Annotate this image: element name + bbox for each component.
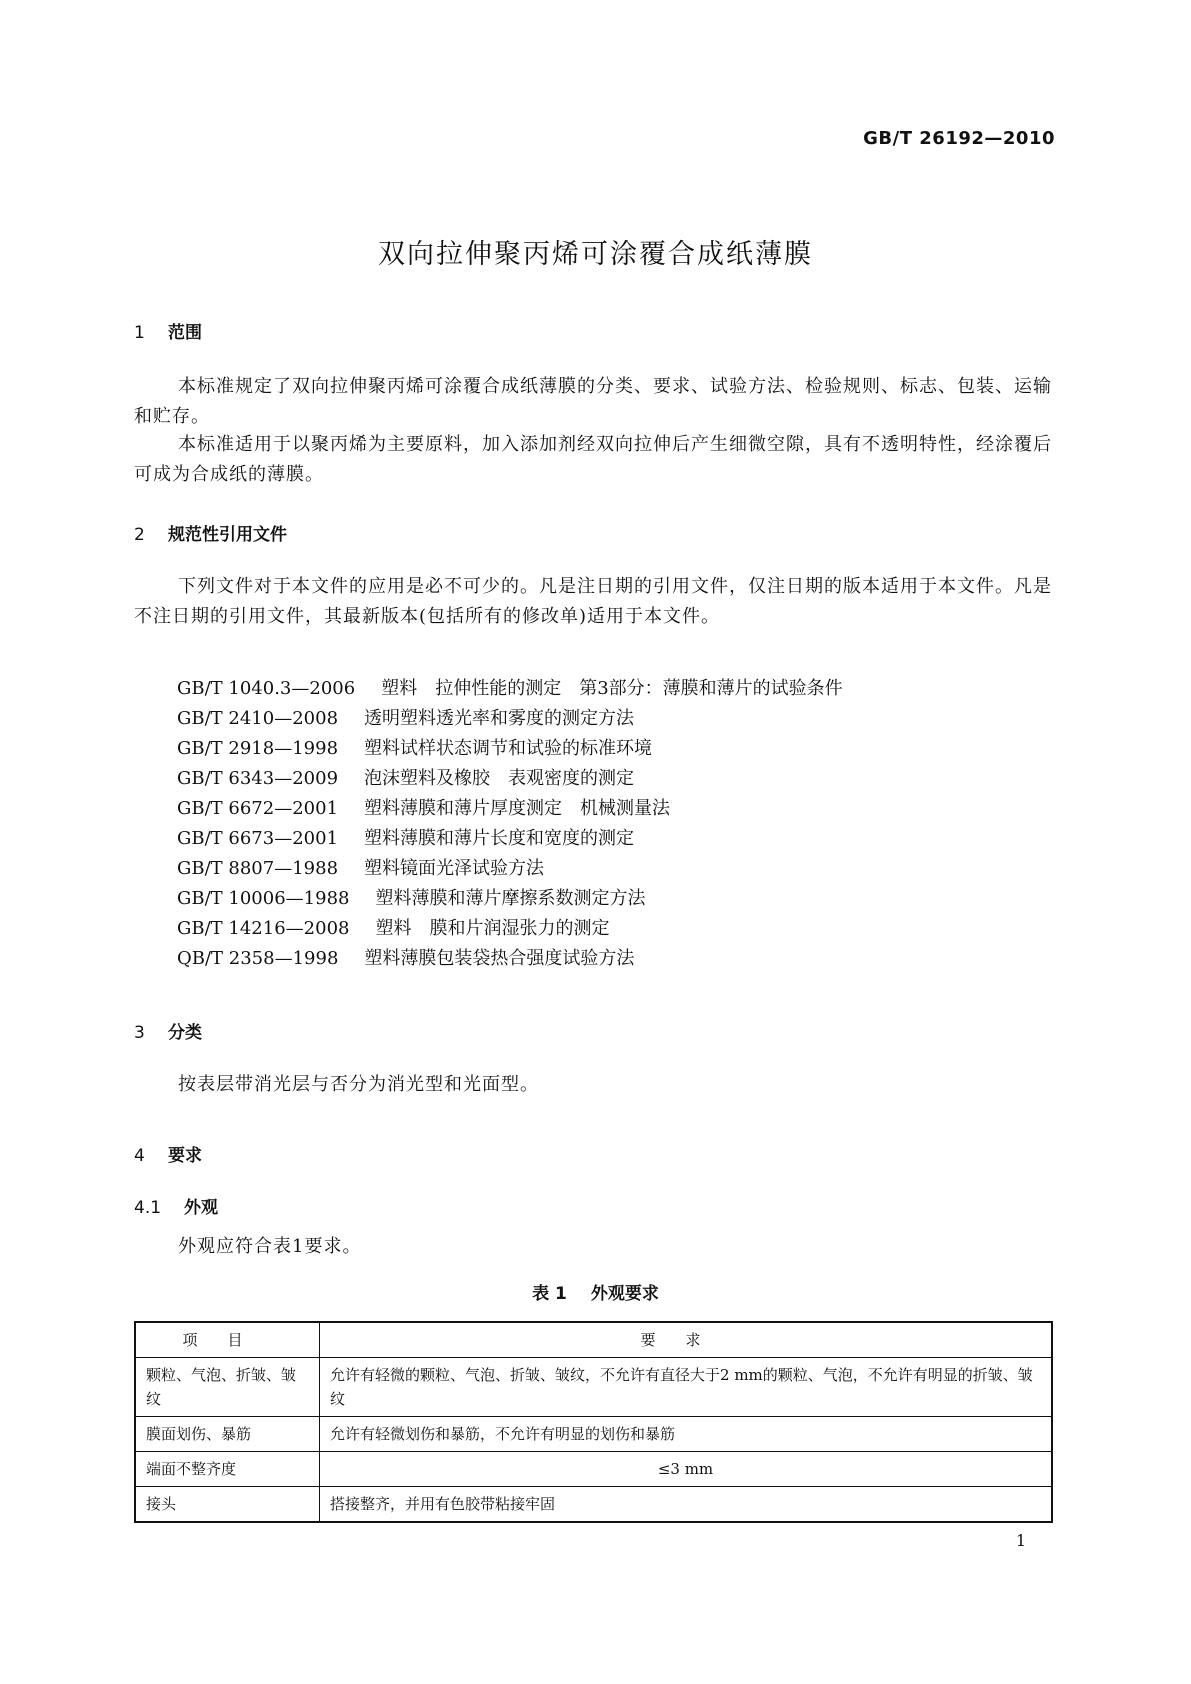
page-number: 1 <box>1015 1531 1026 1550</box>
subsection-number: 4.1 <box>134 1198 162 1218</box>
list-item <box>177 794 843 824</box>
list-item <box>177 824 843 854</box>
reference-title: 塑料镜面光泽试验方法 <box>364 858 545 879</box>
paragraph: 本标准规定了双向拉伸聚丙烯可涂覆合成纸薄膜的分类、要求、试验方法、检验规则、标志、包装、运输和贮存。 <box>134 376 1052 427</box>
section-title: 要求 <box>168 1146 202 1166</box>
column-header-item: 项目 <box>135 1322 320 1358</box>
section-heading-scope <box>134 318 202 343</box>
reference-title: 塑料 拉伸性能的测定 第3部分：薄膜和薄片的试验条件 <box>381 678 843 699</box>
table-header-row <box>135 1322 1052 1358</box>
cell-requirement: 搭接整齐，并用有色胶带粘接牢固 <box>320 1487 1053 1523</box>
section-title: 规范性引用文件 <box>168 525 287 545</box>
cell-requirement: 允许有轻微划伤和暴筋，不允许有明显的划伤和暴筋 <box>320 1417 1053 1452</box>
list-item <box>177 704 843 734</box>
paragraph: 本标准适用于以聚丙烯为主要原料，加入添加剂经双向拉伸后产生细微空隙，具有不透明特性，经涂覆后可成为合成纸的薄膜。 <box>134 434 1052 485</box>
page-title: 双向拉伸聚丙烯可涂覆合成纸薄膜 <box>378 239 813 270</box>
reference-code: GB/T 6343—2009 <box>177 768 339 789</box>
reference-title: 塑料薄膜和薄片摩擦系数测定方法 <box>375 888 646 909</box>
cell-item: 端面不整齐度 <box>135 1452 320 1487</box>
reference-code: GB/T 8807—1988 <box>177 858 339 879</box>
reference-title: 塑料薄膜包装袋热合强度试验方法 <box>364 948 635 969</box>
column-header-requirement: 要求 <box>320 1322 1053 1358</box>
section-title: 范围 <box>168 323 202 343</box>
reference-code: GB/T 6672—2001 <box>177 798 339 819</box>
paragraph: 按表层带消光层与否分为消光型和光面型。 <box>178 1074 539 1095</box>
section-number: 3 <box>134 1023 145 1043</box>
section-heading-references <box>134 520 287 545</box>
section-heading-classification <box>134 1018 202 1043</box>
reference-code: GB/T 10006—1988 <box>177 888 350 909</box>
section-number: 4 <box>134 1146 145 1166</box>
list-item <box>177 734 843 764</box>
reference-title: 泡沫塑料及橡胶 表观密度的测定 <box>364 768 635 789</box>
table-caption-title: 外观要求 <box>590 1284 659 1304</box>
reference-code: GB/T 2918—1998 <box>177 738 339 759</box>
reference-code: QB/T 2358—1998 <box>177 948 339 969</box>
list-item <box>177 944 843 974</box>
section-title: 分类 <box>168 1023 202 1043</box>
reference-title: 塑料试样状态调节和试验的标准环境 <box>364 738 653 759</box>
reference-list <box>177 674 843 974</box>
subsection-heading-appearance <box>134 1193 218 1218</box>
reference-code: GB/T 1040.3—2006 <box>177 678 356 699</box>
table-row <box>135 1452 1052 1487</box>
cell-item: 颗粒、气泡、折皱、皱纹 <box>135 1358 320 1417</box>
paragraph: 下列文件对于本文件的应用是必不可少的。凡是注日期的引用文件，仅注日期的版本适用于本文件。凡是不注日期的引用文件，其最新版本(包括所有的修改单)适用于本文件。 <box>134 576 1052 627</box>
section-heading-requirements <box>134 1141 202 1166</box>
reference-code: GB/T 14216—2008 <box>177 918 350 939</box>
section-number: 1 <box>134 323 145 343</box>
cell-requirement: 允许有轻微的颗粒、气泡、折皱、皱纹，不允许有直径大于2 mm的颗粒、气泡，不允许有明显的折皱、皱纹 <box>320 1358 1053 1417</box>
reference-title: 透明塑料透光率和雾度的测定方法 <box>364 708 635 729</box>
reference-title: 塑料 膜和片润湿张力的测定 <box>375 918 610 939</box>
cell-item: 膜面划伤、暴筋 <box>135 1417 320 1452</box>
reference-title: 塑料薄膜和薄片长度和宽度的测定 <box>364 828 635 849</box>
standard-code: GB/T 26192—2010 <box>863 128 1055 149</box>
list-item <box>177 764 843 794</box>
cell-requirement: ≤3 mm <box>320 1452 1053 1487</box>
table-caption-label: 表 1 <box>532 1284 567 1304</box>
table-row <box>135 1417 1052 1452</box>
list-item <box>177 674 843 704</box>
reference-code: GB/T 2410—2008 <box>177 708 339 729</box>
paragraph: 外观应符合表1要求。 <box>178 1236 362 1257</box>
reference-code: GB/T 6673—2001 <box>177 828 339 849</box>
table-caption <box>0 1279 1191 1304</box>
list-item <box>177 854 843 884</box>
table-row <box>135 1358 1052 1417</box>
table-row <box>135 1487 1052 1523</box>
list-item <box>177 884 843 914</box>
appearance-table <box>134 1321 1053 1523</box>
list-item <box>177 914 843 944</box>
section-number: 2 <box>134 525 145 545</box>
cell-item: 接头 <box>135 1487 320 1523</box>
subsection-title: 外观 <box>184 1198 218 1218</box>
reference-title: 塑料薄膜和薄片厚度测定 机械测量法 <box>364 798 671 819</box>
